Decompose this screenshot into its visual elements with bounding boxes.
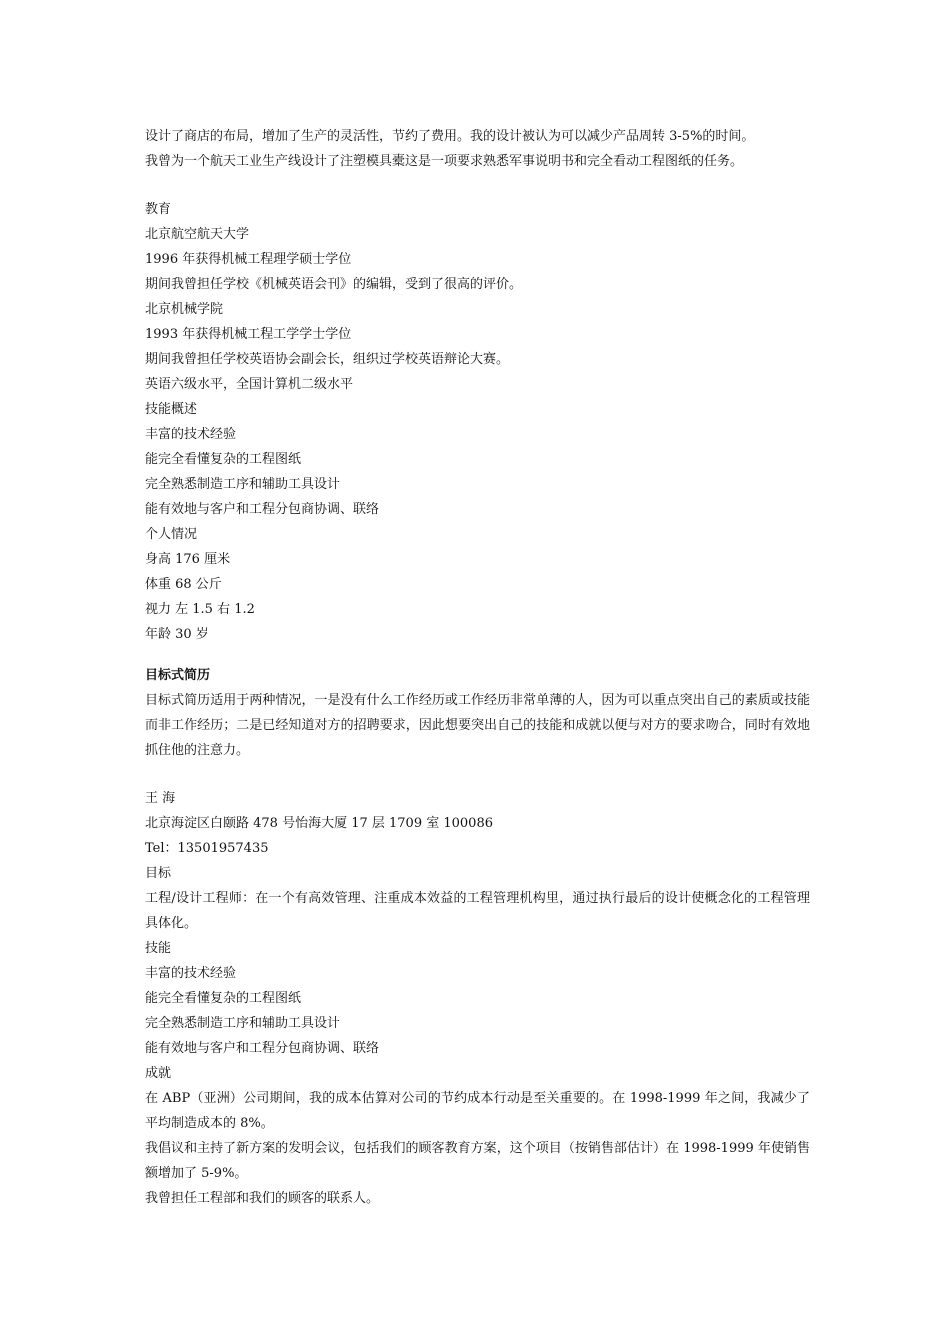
resume-line: 期间我曾担任学校英语协会副会长，组织过学校英语辩论大赛。 <box>145 352 510 367</box>
resume-line: 体重 68 公斤 <box>145 577 222 592</box>
candidate-phone: Tel：13501957435 <box>145 841 269 856</box>
resume-line: 期间我曾担任学校《机械英语会刊》的编辑，受到了很高的评价。 <box>145 277 523 292</box>
objective-heading: 目标 <box>145 866 172 881</box>
intro-line: 我曾为一个航天工业生产线设计了注塑模具橐这是一项要求熟悉军事说明书和完全看动工程图纸的任务。 <box>145 154 744 169</box>
achievement-item: 在 ABP（亚洲）公司期间，我的成本估算对公司的节约成本行动是至关重要的。在 1998-1999 年之间，我减少了平均制造成本的 8%。 <box>145 1091 810 1131</box>
achievements-heading: 成就 <box>145 1066 172 1081</box>
candidate-name: 王 海 <box>145 791 176 806</box>
resume-line: 能有效地与客户和工程分包商协调、联络 <box>145 502 380 517</box>
skill-item: 能有效地与客户和工程分包商协调、联络 <box>145 1041 380 1056</box>
achievement-item: 我倡议和主持了新方案的发明会议，包括我们的顾客教育方案，这个项目（按销售部估计）在 1998-1999 年使销售额增加了 5-9%。 <box>145 1141 810 1181</box>
resume-line: 1996 年获得机械工程理学硕士学位 <box>145 252 352 267</box>
skill-item: 完全熟悉制造工序和辅助工具设计 <box>145 1016 341 1031</box>
achievement-item: 我曾担任工程部和我们的顾客的联系人。 <box>145 1191 380 1206</box>
resume-line: 年龄 30 岁 <box>145 627 209 642</box>
resume-line: 能完全看懂复杂的工程图纸 <box>145 452 302 467</box>
education-heading: 教育 <box>145 202 172 217</box>
resume-line: 1993 年获得机械工程工学学士学位 <box>145 327 352 342</box>
section-description: 目标式简历适用于两种情况，一是没有什么工作经历或工作经历非常单薄的人，因为可以重点突出自己的素质或技能而非工作经历；二是已经知道对方的招聘要求，因此想要突出自己的技能和成就以便与对方的要求吻合，同时有效地抓住他的注意力。 <box>145 693 810 758</box>
objective-text: 工程/设计工程师：在一个有高效管理、注重成本效益的工程管理机构里，通过执行最后的设计使概念化的工程管理具体化。 <box>145 891 810 931</box>
personal-info-heading: 个人情况 <box>145 527 198 542</box>
candidate-address: 北京海淀区白颐路 478 号怡海大厦 17 层 1709 室 100086 <box>145 816 493 831</box>
section-title: 目标式简历 <box>145 668 211 683</box>
resume-line: 北京航空航天大学 <box>145 227 250 242</box>
resume-line: 视力 左 1.5 右 1.2 <box>145 602 255 617</box>
skills-heading: 技能 <box>145 941 172 956</box>
intro-line: 设计了商店的布局，增加了生产的灵活性，节约了费用。我的设计被认为可以减少产品周转 3-5%的时间。 <box>145 129 755 144</box>
skills-summary-heading: 技能概述 <box>145 402 198 417</box>
resume-line: 完全熟悉制造工序和辅助工具设计 <box>145 477 341 492</box>
resume-line: 英语六级水平，全国计算机二级水平 <box>145 377 354 392</box>
resume-line: 身高 176 厘米 <box>145 552 231 567</box>
resume-line: 丰富的技术经验 <box>145 427 237 442</box>
resume-line: 北京机械学院 <box>145 302 224 317</box>
skill-item: 丰富的技术经验 <box>145 966 237 981</box>
document-page <box>145 124 810 1211</box>
skill-item: 能完全看懂复杂的工程图纸 <box>145 991 302 1006</box>
